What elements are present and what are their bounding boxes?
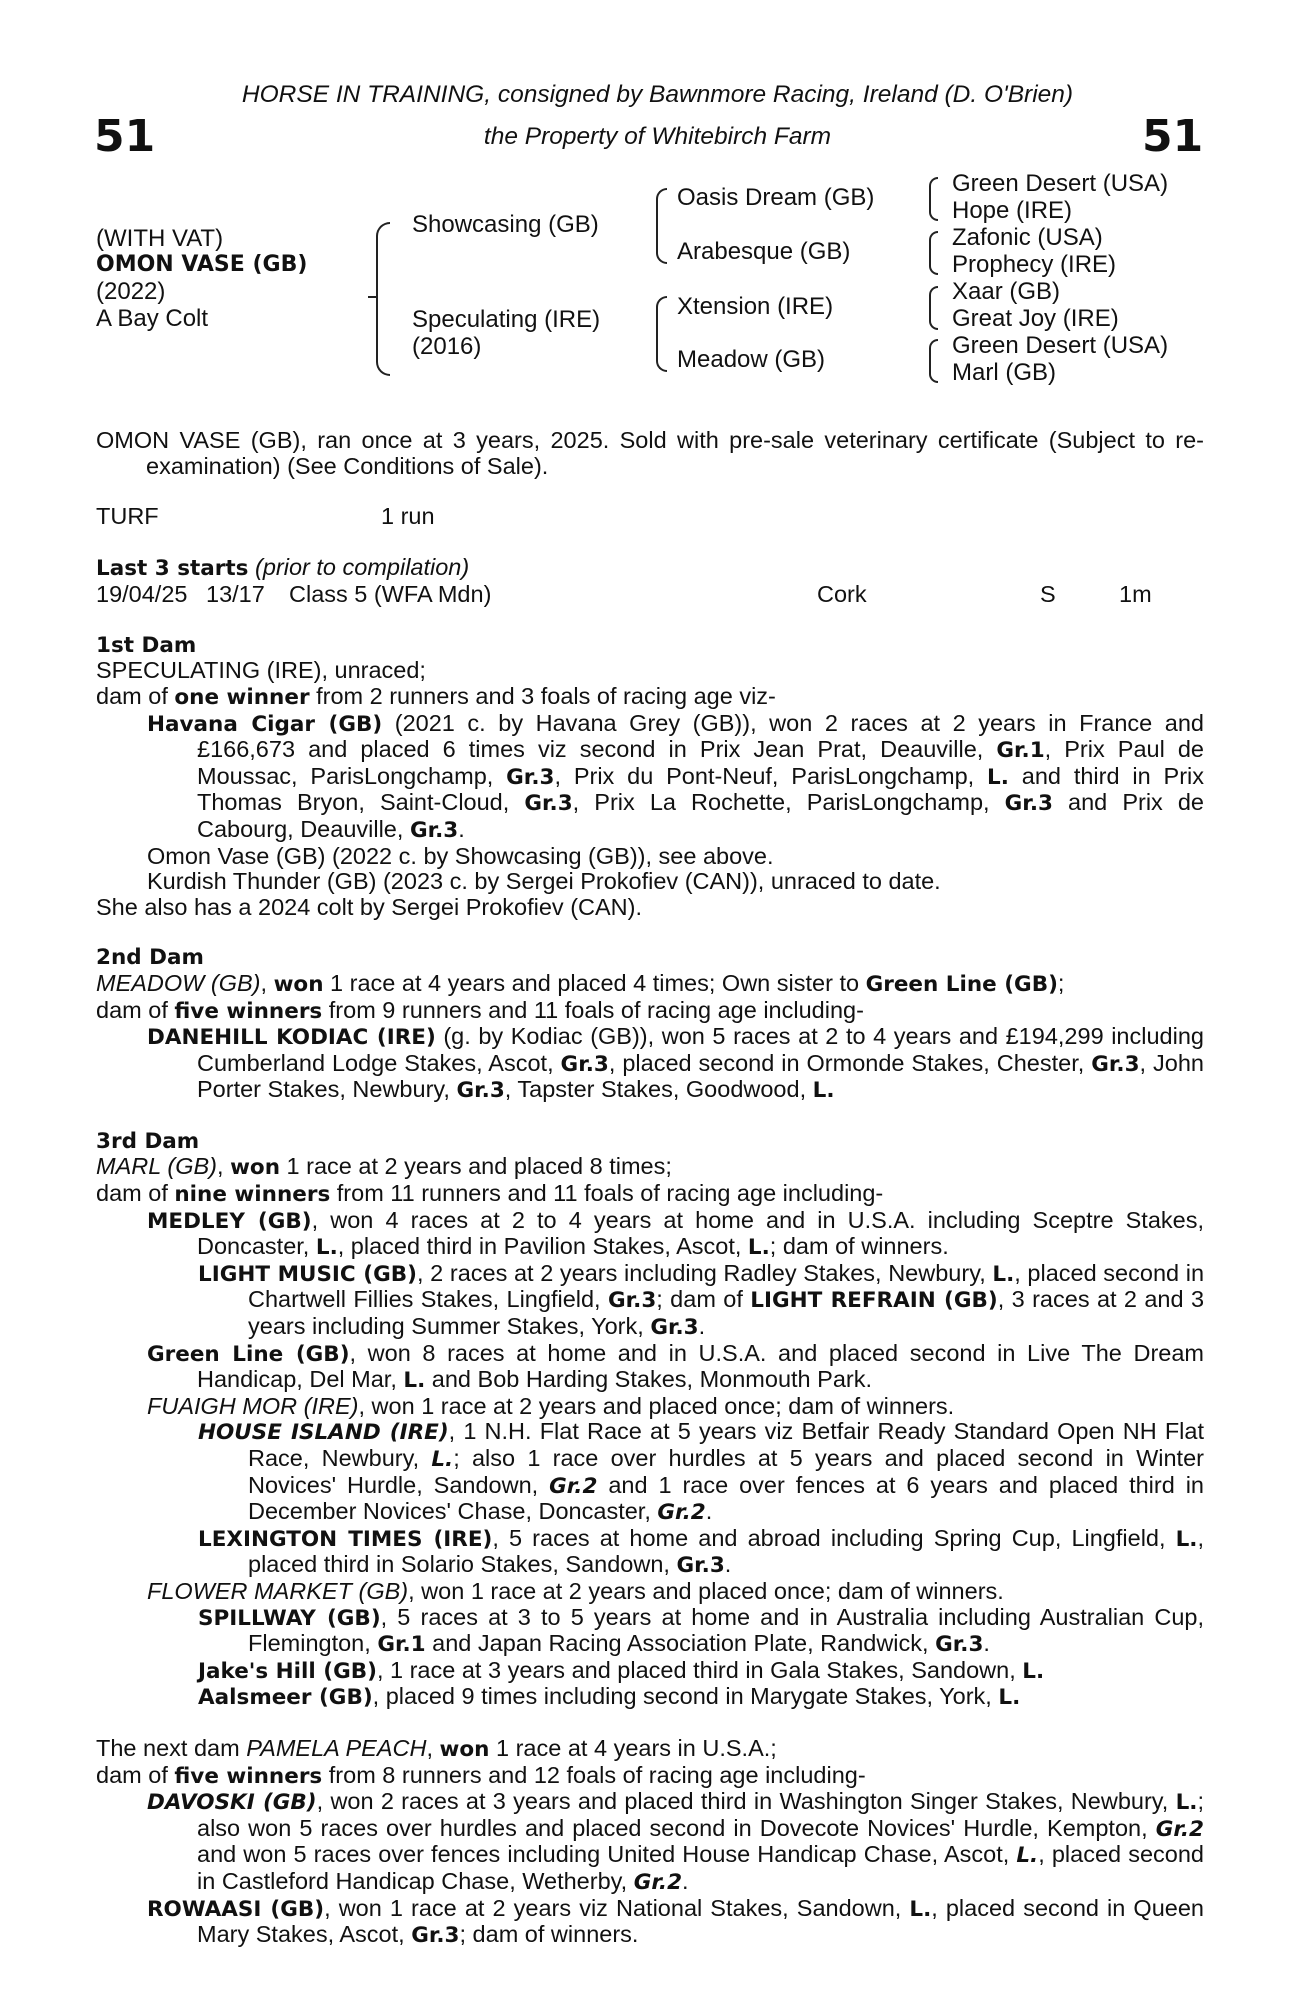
text-fragment: dam of [96, 1761, 175, 1788]
text-fragment: ; dam of winners. [769, 1233, 949, 1260]
text-fragment: and third in Prix Thomas Bryon, Saint-Cloud, [197, 762, 1204, 816]
text-fragment: from 11 runners and 11 foals of racing age including- [330, 1180, 884, 1207]
winners-count: nine winners [174, 1182, 331, 1208]
grade-label: Gr.2 [549, 1473, 598, 1499]
text-fragment: , 2 races at 2 years including Radley Stakes, Newbury, [417, 1259, 993, 1286]
dam-name: PAMELA PEACH [246, 1734, 427, 1761]
grade-label: L. [431, 1447, 454, 1472]
sire-sire-dam: Hope (IRE) [952, 197, 1073, 224]
produce-note: She also has a 2024 colt by Sergei Prokofiev (CAN). [96, 893, 642, 920]
text-fragment: . [724, 1551, 732, 1578]
grade-label: L. [315, 1235, 338, 1261]
won-label: won [230, 1155, 281, 1181]
text-fragment: , won 4 races at 2 to 4 years at home and in U.S.A. including Sceptre Stakes, Doncaster, [197, 1206, 1204, 1260]
dam-name: MARL (GB) [96, 1153, 217, 1180]
third-dam-line: MARL (GB), won 1 race at 2 years and placed 8 times; [96, 1153, 672, 1181]
start-race: Class 5 (WFA Mdn) [289, 580, 492, 607]
dam-sire: Xtension (IRE) [677, 293, 834, 320]
text-fragment: , won 1 race at 2 years and placed once; dam of winners. [408, 1577, 1004, 1604]
pedigree-brace-dam [656, 296, 667, 372]
text-fragment: , won 8 races at home and in U.S.A. and placed second in Live The Dream Handicap, Del Mar, [197, 1339, 1204, 1393]
lot-number-right: 51 [1142, 111, 1204, 162]
text-fragment: ; dam of winners. [459, 1921, 639, 1948]
start-course: Cork [817, 580, 867, 607]
pedigree-brace-main [376, 222, 390, 376]
grade-label: Gr.1 [996, 738, 1045, 764]
horse-name: LIGHT REFRAIN (GB) [750, 1288, 998, 1314]
horse-name: Aalsmeer (GB) [198, 1685, 373, 1711]
text-fragment: (g. by Kodiac (GB)), won 5 races at 2 to 4 years and £194,299 including Cumberland Lodge Stakes, Ascot, [197, 1023, 1204, 1076]
text-fragment: and won 5 races over fences including United House Handicap Chase, Ascot, [197, 1841, 1017, 1868]
text-fragment: , placed second in Ormonde Stakes, Chester, [608, 1049, 1092, 1076]
text-fragment: , 1 race at 3 years and placed third in Gala Stakes, Sandown, [376, 1656, 1023, 1683]
first-dam-line: SPECULATING (IRE), unraced; [96, 657, 426, 684]
horse-name: Jake's Hill (GB) [198, 1658, 377, 1684]
horse-name: LEXINGTON TIMES (IRE) [198, 1526, 493, 1552]
text-fragment: from 9 runners and 11 foals of racing age including- [322, 996, 864, 1023]
text-fragment: , Tapster Stakes, Goodwood, [504, 1076, 813, 1103]
dam-dam-sire: Green Desert (USA) [952, 332, 1169, 359]
text-fragment: , 5 races at home and abroad including Spring Cup, Lingfield, [492, 1524, 1176, 1551]
last-starts-heading [96, 555, 1204, 582]
text-fragment: and 1 race over fences at 6 years and placed third in December Novices' Chase, Doncaster, [248, 1471, 1204, 1525]
produce-lexington-times [96, 1526, 1204, 1579]
dam-dam: Meadow (GB) [677, 346, 826, 373]
text-fragment: and Prix de Cabourg, Deauville, [197, 789, 1205, 842]
grade-label: L. [1016, 1843, 1039, 1869]
start-date: 19/04/25 [96, 580, 188, 607]
produce-aalsmeer [96, 1684, 1204, 1711]
winners-count: five winners [174, 1763, 323, 1789]
horse-name: LIGHT MUSIC (GB) [198, 1261, 417, 1287]
text-fragment: , placed second in Chartwell Fillies Stakes, Lingfield, [248, 1259, 1205, 1313]
produce-kurdish-thunder: Kurdish Thunder (GB) (2023 c. by Sergei Prokofiev (CAN)), unraced to date. [147, 868, 941, 895]
grade-label: Gr.3 [409, 817, 459, 843]
grade-label: Gr.3 [935, 1632, 984, 1658]
grade-label: L. [998, 1685, 1021, 1711]
text-fragment: . [705, 1498, 713, 1525]
winners-count: five winners [174, 998, 323, 1024]
grade-label: L. [1175, 1790, 1198, 1816]
won-label: won [273, 971, 324, 997]
grade-label: Gr.1 [377, 1632, 426, 1658]
sire-dam-sire: Zafonic (USA) [952, 224, 1103, 251]
horse-name: MEDLEY (GB) [147, 1208, 312, 1234]
text-fragment: dam of [96, 682, 175, 709]
third-dam-heading: 3rd Dam [96, 1128, 200, 1154]
pedigree-brace-ds [929, 286, 938, 330]
race-record-row [96, 504, 1204, 530]
text-fragment: . [698, 1313, 706, 1340]
text-fragment: The next dam [96, 1734, 247, 1761]
produce-davoski [96, 1789, 1204, 1895]
grade-label: Gr.3 [560, 1051, 609, 1077]
start-going: S [1040, 580, 1056, 607]
runs-count: 1 run [381, 503, 435, 530]
text-fragment: , Prix du Pont-Neuf, ParisLongchamp, [554, 762, 988, 789]
produce-rowaasi [96, 1896, 1204, 1949]
last-start-row [96, 582, 1204, 608]
horse-name: OMON VASE (GB) [96, 252, 308, 277]
pedigree-brace-sire [656, 188, 667, 264]
text-fragment: , placed second in Castleford Handicap Chase, Wetherby, [197, 1841, 1204, 1894]
grade-label: Gr.3 [411, 1923, 460, 1949]
grade-label: L. [403, 1368, 426, 1394]
lot-number-left: 51 [94, 111, 156, 162]
grade-label: Gr.3 [1091, 1051, 1140, 1077]
text-fragment: 1 race at 2 years and placed 8 times; [280, 1153, 672, 1180]
text-fragment: , 3 races at 2 and 3 years including Summer Stakes, York, [248, 1286, 1205, 1340]
dam-dam-dam: Marl (GB) [952, 359, 1056, 386]
first-dam-heading: 1st Dam [96, 632, 197, 658]
won-label: won [439, 1736, 490, 1762]
grade-label: Gr.3 [650, 1315, 699, 1341]
produce-jakes-hill [96, 1658, 1204, 1685]
grade-label: Gr.3 [1004, 791, 1053, 817]
text-fragment: (2021 c. by Havana Grey (GB)), won 2 races at 2 years in France and £166,673 and placed 6 times viz second in Prix Jean Prat, Deauville, [197, 709, 1204, 763]
grade-label: L. [1022, 1658, 1045, 1684]
second-dam-line: MEADOW (GB), won 1 race at 4 years and placed 4 times; Own sister to Green Line (GB); [96, 969, 1065, 997]
text-fragment: , placed 9 times including second in Marygate Stakes, York, [372, 1683, 999, 1710]
second-dam-produce-summary [96, 998, 1204, 1025]
text-fragment: , John Porter Stakes, Newbury, [197, 1049, 1204, 1103]
first-dam-produce-summary [96, 684, 1204, 711]
second-dam-heading: 2nd Dam [96, 945, 204, 971]
pedigree-brace-dd [929, 339, 938, 383]
text-fragment: ; also 1 race over hurdles at 5 years and placed second in Winter Novices' Hurdle, Sandown, [248, 1445, 1204, 1498]
horse-name: Havana Cigar (GB) [147, 711, 383, 737]
text-fragment: . [682, 1867, 689, 1894]
catalogue-header-line1: HORSE IN TRAINING, consigned by Bawnmore Racing, Ireland (D. O'Brien) [241, 81, 1074, 108]
start-position: 13/17 [206, 580, 265, 607]
text-fragment: , [426, 1734, 440, 1761]
grade-label: L. [1175, 1526, 1198, 1552]
grade-label: L. [992, 1261, 1015, 1287]
text-fragment: , placed second in Queen Mary Stakes, Ascot, [197, 1894, 1204, 1948]
produce-omon-vase: Omon Vase (GB) (2022 c. by Showcasing (GB)), see above. [147, 842, 774, 869]
text-fragment: , 5 races at 3 to 5 years at home and in Australia including Australian Cup, Flemington, [248, 1603, 1204, 1657]
produce-flower-market [96, 1579, 1204, 1605]
text-fragment: , Prix Paul de Moussac, ParisLongchamp, [197, 736, 1205, 789]
text-fragment: ; also won 5 races over hurdles and placed second in Dovecote Novices' Hurdle, Kempton, [197, 1788, 1204, 1841]
produce-green-line [96, 1341, 1204, 1394]
text-fragment: dam of [96, 1180, 175, 1207]
text-fragment: . [458, 815, 465, 842]
dam-name: MEADOW (GB) [96, 969, 261, 996]
dam: Speculating (IRE) [412, 306, 601, 333]
horse-year: (2022) [96, 278, 166, 305]
text-fragment: , won 1 race at 2 years viz National Stakes, Sandown, [324, 1894, 910, 1921]
text-fragment: , placed third in Solario Stakes, Sandown, [248, 1524, 1205, 1578]
sire-dam-dam: Prophecy (IRE) [952, 251, 1117, 278]
surface-label: TURF [96, 503, 159, 530]
horse-name: DAVOSKI (GB) [147, 1790, 317, 1816]
grade-label: Gr.3 [456, 1078, 505, 1104]
grade-label: Gr.2 [1155, 1816, 1204, 1842]
sire: Showcasing (GB) [412, 211, 599, 238]
third-dam-produce-summary [96, 1181, 1204, 1208]
produce-fuaigh-mor [96, 1394, 1204, 1420]
horse-name: FLOWER MARKET (GB) [147, 1577, 409, 1604]
grade-label: L. [987, 764, 1009, 790]
dam-sire-dam: Great Joy (IRE) [952, 305, 1119, 332]
text-fragment: . [983, 1630, 990, 1657]
grade-label: Gr.2 [657, 1500, 706, 1526]
start-distance: 1m [1119, 580, 1152, 607]
grade-label: L. [747, 1235, 770, 1261]
next-dam-line [96, 1736, 1204, 1763]
winners-count: one winner [174, 684, 310, 710]
produce-danehill-kodiac [96, 1024, 1204, 1104]
produce-house-island [96, 1419, 1204, 1525]
text-fragment: , won 1 race at 2 years and placed once; dam of winners. [358, 1392, 955, 1419]
last-starts-note: (prior to compilation) [255, 554, 470, 581]
text-fragment: 1 race at 4 years and placed 4 times; Own sister to [323, 969, 866, 996]
text-fragment: , won 2 races at 3 years and placed third in Washington Singer Stakes, Newbury, [316, 1788, 1176, 1815]
sire-dam: Arabesque (GB) [677, 238, 851, 265]
text-fragment: and Bob Harding Stakes, Monmouth Park. [425, 1366, 872, 1393]
pedigree-brace-main-point [368, 296, 378, 298]
grade-label: L. [909, 1896, 932, 1922]
catalogue-body [96, 428, 1204, 1949]
produce-light-music [96, 1261, 1204, 1341]
sire-sire: Oasis Dream (GB) [677, 184, 875, 211]
intro-paragraph: OMON VASE (GB), ran once at 3 years, 2025. Sold with pre-sale veterinary certificate (Subject to re-examination) (See Conditions of Sale). [96, 427, 1204, 479]
text-fragment: , Prix La Rochette, ParisLongchamp, [572, 789, 1005, 816]
pedigree-brace-sd [929, 231, 938, 275]
text-fragment: ; dam of [656, 1286, 751, 1313]
grade-label: Gr.3 [524, 791, 573, 817]
text-fragment: , placed third in Pavilion Stakes, Ascot, [337, 1233, 748, 1260]
horse-name: ROWAASI (GB) [147, 1896, 325, 1922]
horse-name: SPILLWAY (GB) [198, 1605, 381, 1631]
grade-label: Gr.3 [676, 1553, 725, 1579]
horse-description: A Bay Colt [96, 305, 209, 332]
catalogue-header-line2: the Property of Whitebirch Farm [483, 123, 832, 150]
dam-sire-sire: Xaar (GB) [952, 278, 1061, 305]
horse-name: Green Line (GB) [865, 971, 1058, 997]
horse-name: DANEHILL KODIAC (IRE) [147, 1025, 436, 1051]
text-fragment: from 2 runners and 3 foals of racing age viz- [309, 682, 776, 709]
grade-label: Gr.3 [607, 1288, 657, 1314]
grade-label: Gr.3 [506, 764, 555, 790]
text-fragment: 1 race at 4 years in U.S.A.; [489, 1734, 777, 1761]
text-fragment: , 1 N.H. Flat Race at 5 years viz Betfair Ready Standard Open NH Flat Race, Newbury, [248, 1418, 1204, 1471]
text-fragment: from 8 runners and 12 foals of racing age including- [322, 1761, 866, 1788]
text-fragment: dam of [96, 996, 175, 1023]
horse-name: Green Line (GB) [147, 1341, 350, 1367]
next-dam-produce-summary [96, 1763, 1204, 1790]
text-fragment: ; [1057, 969, 1065, 996]
horse-name: FUAIGH MOR (IRE) [147, 1392, 359, 1419]
horse-vat: (WITH VAT) [96, 225, 224, 252]
grade-label: L. [812, 1078, 835, 1104]
produce-havana-cigar [96, 711, 1204, 844]
sire-sire-sire: Green Desert (USA) [952, 170, 1169, 197]
produce-medley [96, 1208, 1204, 1261]
text-fragment: and Japan Racing Association Plate, Randwick, [425, 1630, 936, 1657]
last-starts-title: Last 3 starts [96, 556, 249, 582]
dam-year: (2016) [412, 333, 482, 360]
produce-spillway [96, 1605, 1204, 1658]
pedigree-brace-ss [929, 177, 938, 221]
grade-label: Gr.2 [633, 1869, 683, 1895]
horse-name: HOUSE ISLAND (IRE) [198, 1420, 449, 1446]
